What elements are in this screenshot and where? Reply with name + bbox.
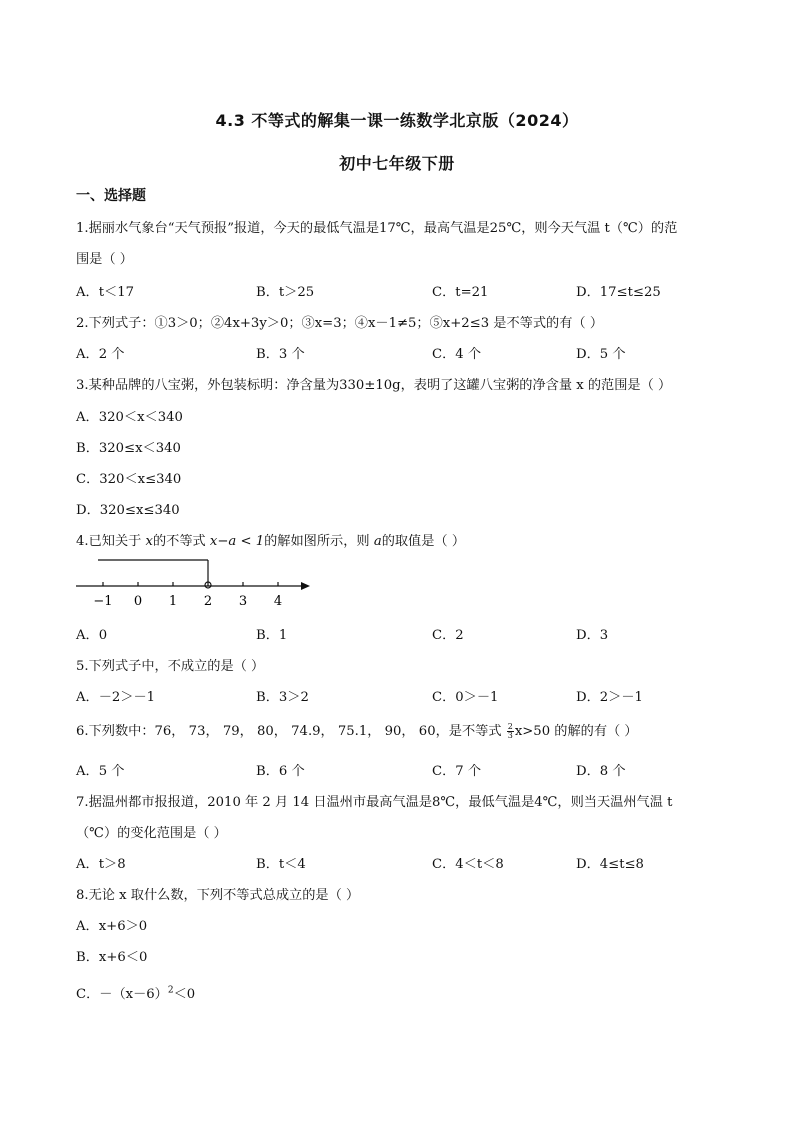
- q5-option-d: D．2＞－1: [576, 690, 643, 705]
- number-line-figure: [70, 554, 320, 610]
- q6-stem-pre: 6.下列数中：76， 73， 79， 80， 74.9， 75.1， 90， 60，是不等式: [76, 724, 506, 739]
- q4-stem: [76, 530, 465, 549]
- q7-option-a: A．t＞8: [76, 857, 126, 872]
- q5-option-a: A．－2＞－1: [76, 690, 156, 705]
- q1-stem-line1: 1.据丽水气象台“天气预报”报道，今天的最低气温是17℃，最高气温是25℃，则今天气温 t（℃）的范: [76, 221, 678, 236]
- q5-option-c: C．0＞－1: [432, 690, 499, 705]
- q6-stem-post: x>50 的解的有（ ）: [514, 724, 638, 739]
- q1-option-d: D．17≤t≤25: [576, 285, 661, 300]
- q4-inequality: x−a < 1: [209, 534, 265, 549]
- tick-label: 0: [133, 594, 143, 609]
- q2-option-b: B．3 个: [256, 347, 305, 362]
- q6-fraction-denominator: 3: [507, 731, 513, 740]
- q7-stem-line1: 7.据温州都市报报道，2010 年 2 月 14 日温州市最高气温是8℃，最低气温是4℃，则当天温州气温 t: [76, 795, 673, 810]
- q1-option-b: B．t＞25: [256, 285, 315, 300]
- q7-option-c: C．4＜t＜8: [432, 857, 504, 872]
- q2-option-c: C．4 个: [432, 347, 482, 362]
- page-subtitle: 初中七年级下册: [339, 154, 455, 173]
- q6-option-b: B．6 个: [256, 764, 305, 779]
- q7-option-d: D．4≤t≤8: [576, 857, 644, 872]
- q6-stem: [76, 720, 638, 740]
- q3-option-d: D．320≤x≤340: [76, 503, 180, 518]
- tick-label: −1: [93, 594, 113, 609]
- q8-option-c-post: ＜0: [173, 987, 196, 1002]
- q8-option-a: A．x+6＞0: [76, 919, 148, 934]
- q6-option-d: D．8 个: [576, 764, 626, 779]
- q2-option-a: A．2 个: [76, 347, 125, 362]
- q1-stem-line2: 围是（ ）: [76, 252, 133, 267]
- q2-stem: 2.下列式子：①3＞0；②4x+3y＞0；③x=3；④x－1≠5；⑤x+2≤3 是不等式的有（ ）: [76, 316, 604, 331]
- q4-option-d: D．3: [576, 628, 609, 643]
- q8-option-b: B．x+6＜0: [76, 950, 148, 965]
- q2-option-d: D．5 个: [576, 347, 626, 362]
- q6-fraction-numerator: 2: [507, 722, 513, 731]
- q7-stem-line2: （℃）的变化范围是（ ）: [76, 826, 227, 841]
- q4-stem-post: 的取值是（ ）: [381, 534, 466, 549]
- q3-option-a: A．320＜x＜340: [76, 410, 183, 425]
- q8-option-c: [76, 983, 195, 1002]
- q4-stem-mid: 的不等式: [152, 534, 210, 549]
- q5-option-b: B．3＞2: [256, 690, 309, 705]
- q4-var-a: a: [373, 534, 382, 549]
- tick-label: 2: [203, 594, 213, 609]
- tick-label: 3: [238, 594, 248, 609]
- q4-option-b: B．1: [256, 628, 288, 643]
- q1-option-a: A．t＜17: [76, 285, 134, 300]
- q3-stem: 3.某种品牌的八宝粥，外包装标明：净含量为330±10g，表明了这罐八宝粥的净含量 x 的范围是（ ）: [76, 378, 672, 393]
- q4-var-x: x: [145, 534, 153, 549]
- q6-fraction: [507, 723, 514, 740]
- q1-option-c: C．t=21: [432, 285, 489, 300]
- q7-option-b: B．t＜4: [256, 857, 306, 872]
- q4-option-c: C．2: [432, 628, 464, 643]
- q5-stem: 5.下列式子中，不成立的是（ ）: [76, 659, 265, 674]
- q4-stem-pre: 4.已知关于: [76, 534, 146, 549]
- q3-option-c: C．320＜x≤340: [76, 472, 182, 487]
- q6-option-a: A．5 个: [76, 764, 125, 779]
- q4-option-a: A．0: [76, 628, 108, 643]
- q8-option-c-exponent: 2: [167, 985, 174, 996]
- page-title: 4.3 不等式的解集一课一练数学北京版（2024）: [215, 111, 579, 130]
- tick-label: 4: [273, 594, 283, 609]
- q3-option-b: B．320≤x＜340: [76, 441, 181, 456]
- axis-arrow-icon: [301, 582, 310, 590]
- section-heading: 一、选择题: [76, 188, 146, 204]
- q4-stem-mid2: 的解如图所示，则: [264, 534, 374, 549]
- q8-option-c-pre: C．－（x－6）: [76, 987, 168, 1002]
- q6-option-c: C．7 个: [432, 764, 482, 779]
- q8-stem: 8.无论 x 取什么数，下列不等式总成立的是（ ）: [76, 888, 360, 903]
- tick-label: 1: [168, 594, 178, 609]
